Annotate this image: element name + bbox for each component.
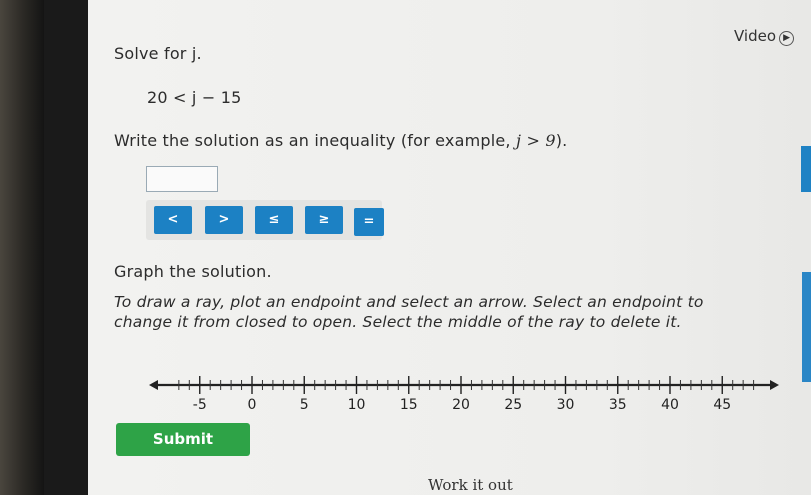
arrow-left-icon [149,380,158,390]
arrow-right-icon [770,380,779,390]
question-prompt: Solve for j. [114,44,202,63]
instruction-suffix: ). [555,131,568,150]
tick-label: 5 [299,397,309,413]
tick-label: 30 [556,397,575,413]
equation: 20 < j − 15 [147,88,242,107]
tick-label: 10 [347,397,366,413]
less-than-button[interactable]: < [154,206,192,234]
greater-than-button[interactable]: > [205,206,243,234]
less-equal-button[interactable]: ≤ [255,206,293,234]
work-it-out-link[interactable]: Work it out [428,476,513,494]
instruction-example: j > 9 [516,131,556,150]
tick-label: -5 [192,397,207,413]
equals-button[interactable]: = [354,208,384,236]
submit-button[interactable]: Submit [116,423,250,456]
greater-equal-button[interactable]: ≥ [305,206,343,234]
tick-label: 35 [608,397,627,413]
tick-label: 15 [399,397,418,413]
tick-label: 25 [504,397,523,413]
instruction-prefix: Write the solution as an inequality (for example, [114,131,516,150]
graph-instructions: To draw a ray, plot an endpoint and select an arrow. Select an endpoint to change it from closed to open. Select the middle of the ray to delete it. [114,293,704,331]
tick-label: 45 [713,397,732,413]
tick-label: 20 [452,397,470,413]
graph-title: Graph the solution. [114,262,272,281]
tick-label: 40 [661,397,679,413]
tick-label: 0 [247,397,257,413]
play-circle-icon: ▶ [779,31,794,46]
video-label: Video [734,27,777,45]
